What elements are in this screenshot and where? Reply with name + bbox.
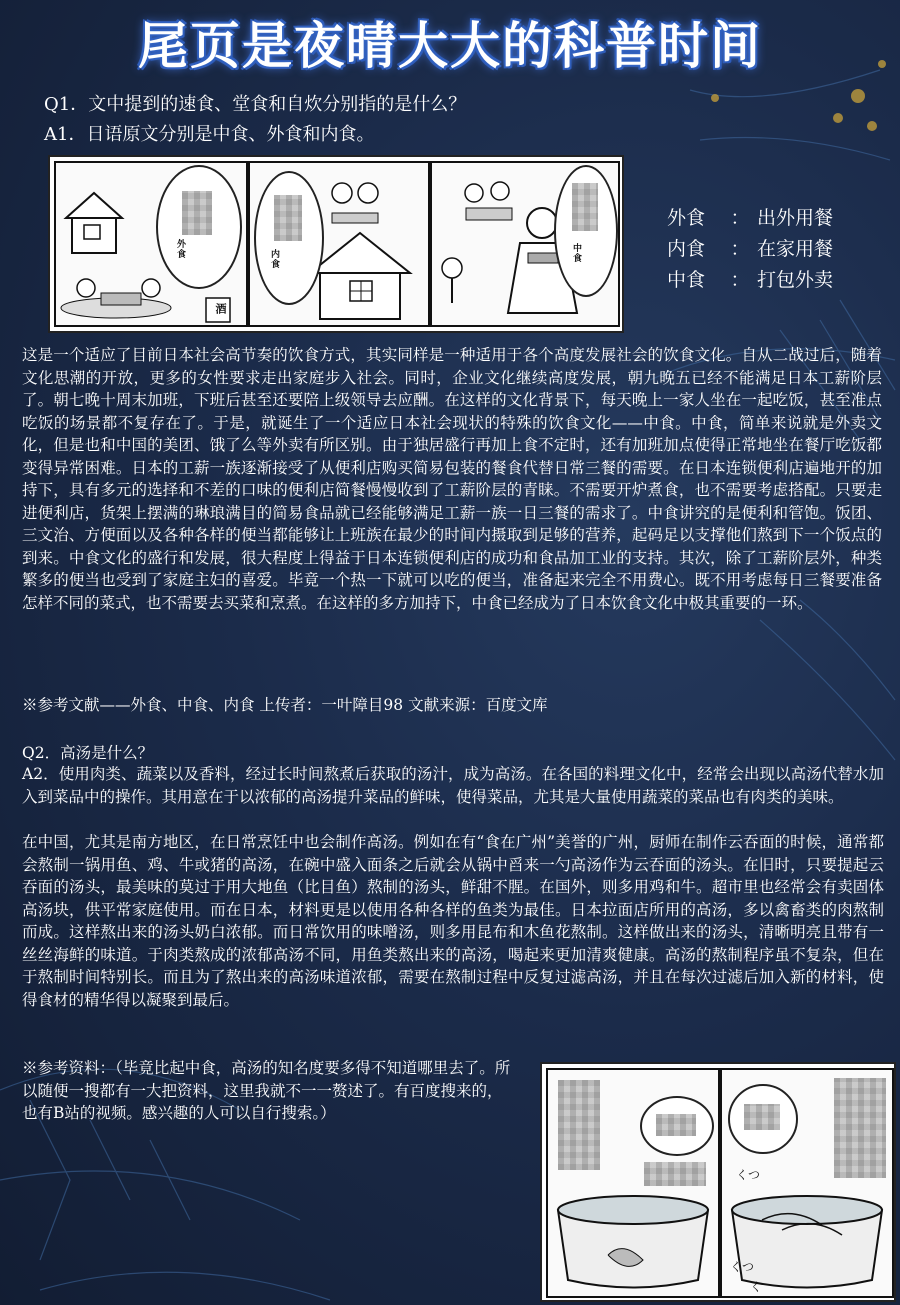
speech-bubble [640,1096,714,1156]
paragraph-nakashoku: 这是一个适应了目前日本社会高节奏的饮食方式，其实同样是一种适用于各个高度发展社会的饮食文化。自从二战过后，随着文化思潮的开放，更多的女性要求走出家庭步入社会。同时，企业文化继续高度发展，朝九晚五已经不能满足日本工薪阶层了。朝七晚十周末加班，下班后甚至还要陪上级领导去应酬。在这样的文化背景下，每天晚上一家人坐在一起吃饭，甚至准点吃饭的场景都不复存在了。于是，就诞生了一个适应日本社会现状的特殊的饮食文化——中食。中食，简单来说就是外卖文化，但是也和中国的美团、饿了么等外卖有所区别。由于独居盛行再加上食不定时，还有加班加点使得正常地坐在餐厅吃饭都变得异常困难。日本的工薪一族逐渐接受了从便利店购买简易包装的餐食代替日常三餐的需要。在日本连锁便利店遍地开的加持下，具有多元的选择和不差的口味的便利店简餐慢慢收到了工薪阶层的青睐。不需要开炉煮食，也不需要考虑搭配。只要走进便利店，货架上摆满的琳琅满目的简易食品就已经能够满足工薪一族一日三餐的需求了。中食讲究的是便利和管饱。饭团、三文治、方便面以及各种各样的便当都能够让上班族在最少的时间内摄取到足够的营养，起码足以支撑他们熬到下一个饭点的到来。中食文化的盛行和发展，很大程度上得益于日本连锁便利店的成功和食品加工业的支持。其次，除了工薪阶层外，种类繁多的便当也受到了家庭主妇的喜爱。毕竟一个热一下就可以吃的便当，准备起来完全不用费心。既不用考虑每日三餐要准备怎样不同的菜式，也不需要去买菜和烹煮。在这样的多方加持下，中食已经成为了日本饮食文化中极其重要的一环。 [22,346,882,612]
sign-label: 酒 [214,303,227,315]
pixelated-text [656,1114,696,1136]
legend-sep: ： [730,269,750,291]
legend-sep: ： [730,207,750,229]
pixelated-text [572,183,598,231]
q1-answer: A1．日语原文分别是中食、外食和内食。 [44,124,375,145]
pixelated-text [834,1078,886,1178]
manga-strip-1 [48,155,624,333]
pixelated-text [744,1104,780,1130]
manga-panel-pot-1 [546,1068,720,1298]
label-waishi: 外食 [175,239,185,259]
legend-row [667,234,833,265]
label-neishi: 内食 [269,249,279,269]
legend-meaning: 出外用餐 [757,207,834,229]
q1-question: Q1．文中提到的速食、堂食和自炊分别指的是什么？ [44,94,467,115]
q2-question: Q2．高汤是什么？ [22,744,154,762]
legend-term: 中食 [667,269,706,291]
manga-strip-2 [540,1062,896,1302]
manga-panel-restaurant [54,161,248,327]
legend [667,203,833,296]
reference-2: ※参考资料：（毕竟比起中食，高汤的知名度要多得不知道哪里去了。所以随便一搜都有一大把资料，这里我就不一一赘述了。有百度搜来的，也有B站的视频。感兴趣的人可以自行搜索。） [22,1059,511,1122]
speech-bubble [254,171,324,305]
manga-panel-takeout [430,161,620,327]
reference-1: ※参考文献——外食、中食、内食 上传者：一叶障目98 文献来源：百度文库 [22,696,548,714]
pixelated-text [558,1080,600,1170]
sfx-text: く [750,1280,763,1294]
paragraph-stock: 在中国，尤其是南方地区，在日常烹饪中也会制作高汤。例如在有“食在广州”美誉的广州，厨师在制作云吞面的时候，通常都会熬制一锅用鱼、鸡、牛或猪的高汤，在碗中盛入面条之后就会从锅中舀来一勺高汤作为云吞面的汤头。在旧时，只要提起云吞面的汤头，最美味的莫过于用大地鱼（比目鱼）熬制的汤头，鲜甜不腥。在国外，则多用鸡和牛。超市里也经常会有卖固体高汤块，供平常家庭使用。而在日本，材料更是以使用各种各样的鱼类为最佳。日本拉面店所用的高汤，多以禽畜类的肉熬制而成。这样熬出来的汤头奶白浓郁。而日常饮用的味噌汤，则多用昆布和木鱼花熬制。这样做出来的汤头，清晰明亮且带有一丝丝海鲜的味道。于肉类熬成的浓郁高汤不同，用鱼类熬出来的高汤，喝起来更加清爽健康。高汤的熬制程序虽不复杂，但在于熬制时间特别长。而且为了熬出来的高汤味道浓郁，需要在熬制过程中反复过滤高汤，并且在每次过滤后加入新的材料，使得食材的精华得以凝聚到最后。 [22,833,884,1009]
speech-bubble [728,1084,798,1154]
legend-term: 内食 [667,238,706,260]
pixelated-text [644,1162,706,1186]
legend-sep: ： [730,238,750,260]
label-zhongshi: 中食 [571,243,581,263]
pixelated-text [182,191,212,235]
sfx-text: くつ [736,1168,761,1182]
legend-term: 外食 [667,207,706,229]
manga-panel-pot-2 [720,1068,894,1298]
pixelated-text [274,195,302,241]
legend-row [667,203,833,234]
sfx-text: くつ [730,1260,755,1274]
manga-panel-home [248,161,430,327]
legend-meaning: 在家用餐 [757,238,834,260]
q2-answer: A2．使用肉类、蔬菜以及香料，经过长时间熬煮后获取的汤汁，成为高汤。在各国的料理文化中，经常会出现以高汤代替水加入到菜品中的操作。其用意在于以浓郁的高汤提升菜品的鲜味，使得菜品，尤其是大量使用蔬菜的菜品也有肉类的美味。 [22,765,884,806]
page-title: 尾页是夜晴大大的科普时间 [138,17,762,75]
speech-bubble [156,165,242,289]
legend-row [667,265,833,296]
speech-bubble [554,165,618,297]
legend-meaning: 打包外卖 [757,269,834,291]
